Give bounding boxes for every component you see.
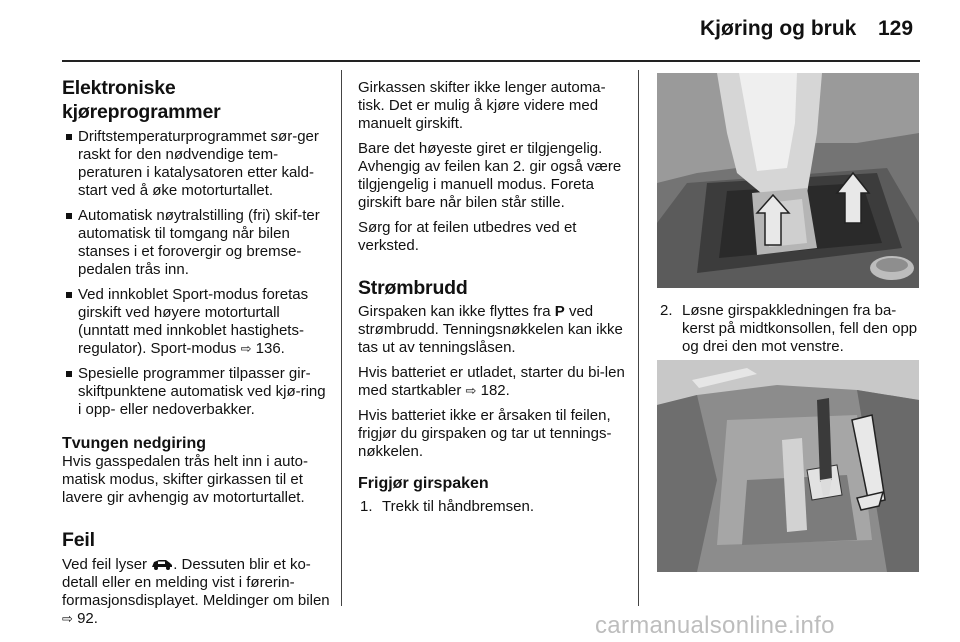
subsection-title-release-lever: Frigjør girspaken [358, 475, 489, 492]
list-item [62, 286, 332, 358]
power-para-3: Hvis batteriet ikke er årsaken til feilen, frigjør du girspaken og tar ut tennings-nøkkelen. [358, 407, 612, 460]
step-text: Trekk til håndbremsen. [382, 498, 535, 515]
page-ref: 136. [255, 340, 285, 357]
section-title-power-failure: Strømbrudd [358, 277, 468, 299]
fault-text [62, 556, 332, 628]
list-item: Automatisk nøytralstilling (fri) skif-ter automatisk til tomgang når bilen stanses i et forovergir og bremse-pedalen trås inn. [62, 207, 332, 279]
column-3 [658, 302, 920, 363]
fault-text-a: Ved feil lyser [62, 556, 148, 573]
power-para-2 [358, 364, 628, 400]
page-number: 129 [878, 17, 914, 40]
power-para-1b: ved strømbrudd. Tenningsnøkkelen kan ikke tas ut av tenningslåsen. [358, 303, 623, 356]
gear-p-label: P [554, 303, 565, 320]
page-ref-arrow-icon: ⇨ [62, 611, 73, 626]
gear-lever-illustration [657, 73, 919, 288]
header-rule [62, 60, 920, 62]
list-item [358, 498, 628, 516]
column-divider-1 [341, 70, 342, 606]
page-ref: 92. [77, 610, 98, 627]
fault-para-1: Girkassen skifter ikke lenger automa-tisk. Det er mulig å kjøre videre med manuelt girskift. [358, 79, 606, 132]
list-item: Driftstemperaturprogrammet sør-ger raskt for den nødvendige tem-peraturen i katalysatoren etter kald-start ved å øke motorturtallet. [62, 128, 332, 200]
column-divider-2 [638, 70, 639, 606]
watermark: carmanualsonline.info [595, 612, 835, 639]
section-title-fault: Feil [62, 529, 95, 551]
column-1 [62, 76, 332, 635]
page-ref-arrow-icon: ⇨ [465, 383, 477, 398]
subsection-title-kickdown: Tvungen nedgiring [62, 435, 206, 452]
section-title-driving-programs: Elektroniske kjøreprogrammer [62, 77, 221, 123]
power-para-2a: Hvis batteriet er utladet, starter du bi-len med startkabler [358, 364, 625, 399]
page-header-title: Kjøring og bruk [700, 17, 857, 40]
list-item [658, 302, 920, 356]
page-ref-arrow-icon: ⇨ [240, 341, 252, 356]
kickdown-text: Hvis gasspedalen trås helt inn i auto-matisk modus, skifter girkassen til et lavere gir avhengig av motorturtallet. [62, 453, 308, 506]
step-text: Løsne girspakkledningen fra ba-kerst på midtkonsollen, fell den opp og drei den mot venstre. [682, 302, 918, 355]
power-para-1 [358, 303, 628, 357]
fault-para-2: Bare det høyeste giret er tilgjengelig. Avhengig av feilen kan 2. gir også være tilgjengelig i manuell modus. Foreta girskift bare når bilen står stille. [358, 140, 622, 211]
fault-text-b: . Dessuten blir et ko-detall eller en melding vist i førerin-formasjonsdisplayet. Meldinger om bilen [62, 556, 330, 609]
fault-para-3: Sørg for at feilen utbedres ved et verksted. [358, 219, 577, 254]
list-item-text: Ved innkoblet Sport-modus foretas girskift ved høyere motorturtall (unntatt med innkoblet hastighets-regulator). Sport-modus [78, 286, 309, 357]
step-number: 1. [360, 498, 373, 515]
column-2 [358, 79, 628, 523]
screwdriver-illustration [657, 360, 919, 572]
power-para-1a: Girspaken kan ikke flyttes fra [358, 303, 551, 320]
page-ref: 182. [480, 382, 510, 399]
list-item: Spesielle programmer tilpasser gir-skiftpunktene automatisk ved kjø-ring i opp- eller nedoverbakker. [62, 365, 332, 419]
car-warning-icon [151, 558, 173, 570]
step-number: 2. [660, 302, 673, 319]
